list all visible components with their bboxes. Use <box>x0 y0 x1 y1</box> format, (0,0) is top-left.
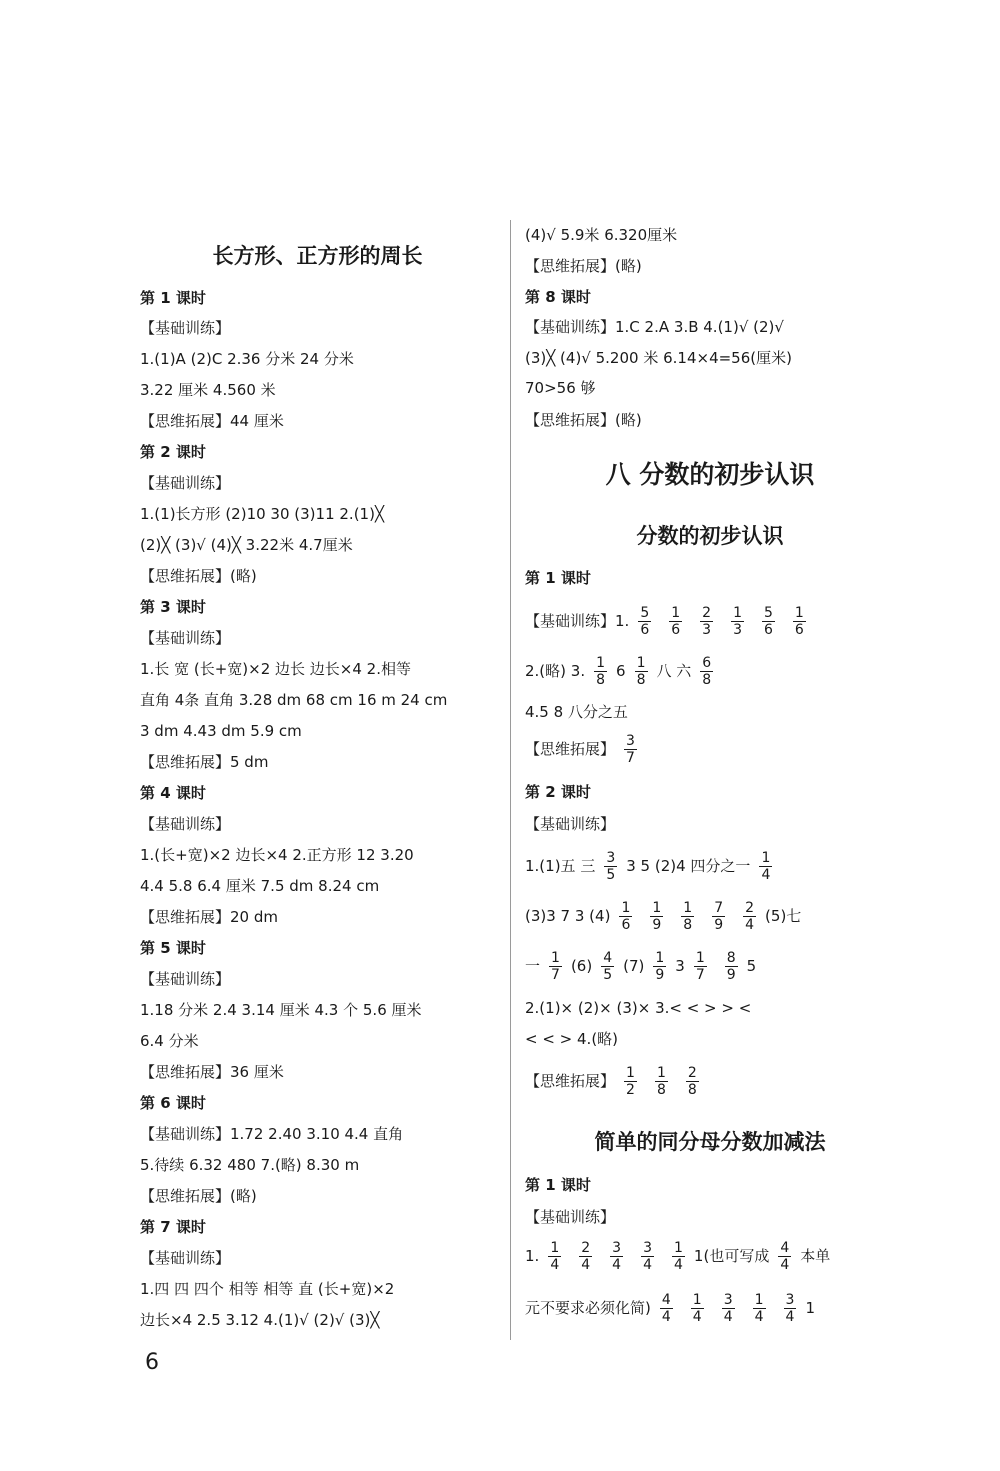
answer-text: 1 <box>805 1299 816 1317</box>
numerator: 1 <box>621 900 631 916</box>
fraction <box>793 605 806 638</box>
page-number: 6 <box>145 1350 159 1375</box>
denominator: 4 <box>550 1257 560 1273</box>
lesson-heading: 第 6 课时 <box>140 1094 206 1112</box>
numerator: 2 <box>687 1065 697 1081</box>
denominator: 7 <box>695 967 705 983</box>
fraction <box>592 950 623 983</box>
fraction <box>700 605 713 638</box>
numerator: 1 <box>695 950 705 966</box>
lesson-heading: 第 2 课时 <box>525 783 591 801</box>
fraction <box>769 1240 800 1273</box>
numerator: 1 <box>754 1292 764 1308</box>
fraction <box>694 950 707 983</box>
denominator: 4 <box>612 1257 622 1273</box>
fraction-group <box>539 1240 694 1273</box>
answer-line: 直角 4条 直角 3.28 dm 68 cm 16 m 24 cm <box>140 691 448 709</box>
denominator: 7 <box>626 750 635 766</box>
denominator: 8 <box>596 672 606 688</box>
denominator: 6 <box>671 622 681 638</box>
fraction <box>716 950 747 983</box>
fraction <box>669 605 682 638</box>
fraction <box>601 950 614 983</box>
lesson-heading: 第 8 课时 <box>525 288 591 306</box>
answer-line: 【基础训练】1.72 2.40 3.10 4.4 直角 <box>140 1125 404 1143</box>
answer-text: (3)3 7 3 (4) <box>525 907 611 925</box>
denominator: 8 <box>656 1082 666 1098</box>
answer-line <box>525 1292 815 1325</box>
answer-text: (6) <box>570 957 593 975</box>
answer-line: 3 dm 4.43 dm 5.9 cm <box>140 722 302 740</box>
fraction <box>691 655 722 688</box>
fraction <box>685 950 716 983</box>
answer-line: 边长×4 2.5 3.12 4.(1)√ (2)√ (3)╳ <box>140 1311 380 1329</box>
fraction <box>750 850 781 883</box>
numerator: 4 <box>603 950 613 966</box>
answer-line: 1.四 四 四个 相等 相等 直 (长+宽)×2 <box>140 1280 395 1298</box>
denominator: 6 <box>794 622 804 638</box>
fraction <box>759 850 772 883</box>
numerator: 1 <box>733 605 742 621</box>
answer-line: 【思维拓展】(略) <box>525 257 642 275</box>
answer-line: 【思维拓展】(略) <box>525 411 642 429</box>
fraction <box>638 605 651 638</box>
answer-line: 【基础训练】 <box>525 815 616 833</box>
lesson-heading: 第 2 课时 <box>140 443 206 461</box>
fraction <box>660 1292 673 1325</box>
numerator: 1 <box>674 1240 683 1256</box>
fraction-group <box>651 1292 806 1325</box>
numerator: 5 <box>640 605 650 621</box>
answer-line: 【思维拓展】36 厘米 <box>140 1063 284 1081</box>
answer-line: 【基础训练】 <box>525 1208 616 1226</box>
unit-title: 八 分数的初步认识 <box>605 460 815 489</box>
fraction <box>700 655 713 688</box>
answer-text: 1(也可写成 <box>693 1247 770 1265</box>
answer-line: 2.(1)× (2)× (3)× 3.< < > > < <box>525 999 752 1017</box>
answer-line: 【思维拓展】20 dm <box>140 908 278 926</box>
fraction <box>712 900 725 933</box>
answer-line: 1.(1)长方形 (2)10 30 (3)11 2.(1)╳ <box>140 505 384 523</box>
answer-line <box>525 850 781 883</box>
answer-line: 【基础训练】1.C 2.A 3.B 4.(1)√ (2)√ <box>525 318 784 336</box>
answer-line <box>525 950 756 983</box>
fraction <box>595 850 626 883</box>
denominator: 2 <box>626 1082 635 1098</box>
answer-line <box>525 900 801 933</box>
denominator: 4 <box>674 1257 683 1273</box>
numerator: 4 <box>780 1240 790 1256</box>
numerator: 1 <box>636 655 646 671</box>
fraction <box>743 900 756 933</box>
denominator: 4 <box>723 1309 733 1325</box>
fraction <box>624 733 637 766</box>
fraction <box>722 1292 735 1325</box>
fraction <box>610 1240 623 1273</box>
numerator: 2 <box>745 900 755 916</box>
fraction <box>579 1240 592 1273</box>
numerator: 3 <box>612 1240 622 1256</box>
lesson-heading: 第 4 课时 <box>140 784 206 802</box>
answer-line: (3)╳ (4)√ 5.200 米 6.14×4=56(厘米) <box>525 349 792 367</box>
denominator: 4 <box>780 1257 790 1273</box>
answer-text: 【基础训练】1. <box>525 612 630 630</box>
answer-text: (7) <box>623 957 645 975</box>
answer-text: 5 <box>746 957 757 975</box>
answer-line: 【思维拓展】5 dm <box>140 753 269 771</box>
numerator: 1 <box>626 1065 635 1081</box>
answer-line: 【基础训练】 <box>140 970 231 988</box>
numerator: 5 <box>764 605 773 621</box>
fraction <box>548 1240 561 1273</box>
answer-line: 6.4 分米 <box>140 1032 199 1050</box>
fraction <box>653 950 666 983</box>
lesson-heading: 第 3 课时 <box>140 598 206 616</box>
answer-line <box>525 655 722 688</box>
fraction <box>585 655 616 688</box>
answer-line: 【基础训练】 <box>140 474 231 492</box>
answer-text: 1.(1)五 三 <box>525 857 596 875</box>
numerator: 3 <box>785 1292 795 1308</box>
fraction <box>540 950 571 983</box>
denominator: 8 <box>636 672 646 688</box>
answer-line: 1.(长+宽)×2 边长×4 2.正方形 12 3.20 <box>140 846 414 864</box>
answer-line: 【思维拓展】44 厘米 <box>140 412 284 430</box>
column-divider <box>510 220 511 1340</box>
fraction-group <box>629 605 815 638</box>
fraction <box>644 950 675 983</box>
answer-line: 【思维拓展】(略) <box>140 567 257 585</box>
answer-text: 【思维拓展】 <box>525 740 616 758</box>
fraction <box>635 655 648 688</box>
answer-text: 一 <box>525 957 541 975</box>
answer-line: 【基础训练】 <box>140 629 231 647</box>
answer-text: 6 <box>616 662 626 680</box>
fraction <box>650 900 663 933</box>
numerator: 4 <box>661 1292 671 1308</box>
numerator: 1 <box>550 1240 560 1256</box>
numerator: 3 <box>626 733 635 749</box>
denominator: 9 <box>726 967 736 983</box>
denominator: 9 <box>714 917 724 933</box>
numerator: 6 <box>702 655 712 671</box>
answer-line: 5.待续 6.32 480 7.(略) 8.30 m <box>140 1156 360 1174</box>
fraction <box>594 655 607 688</box>
numerator: 1 <box>761 850 771 866</box>
numerator: 3 <box>606 850 616 866</box>
denominator: 9 <box>652 917 662 933</box>
answer-text: 元不要求必须化简) <box>525 1299 651 1317</box>
numerator: 8 <box>726 950 736 966</box>
lesson-heading: 第 1 课时 <box>140 289 206 307</box>
denominator: 4 <box>745 917 755 933</box>
fraction <box>691 1292 704 1325</box>
fraction <box>626 655 657 688</box>
denominator: 8 <box>687 1082 697 1098</box>
answer-text: 3 5 (2)4 四分之一 <box>626 857 751 875</box>
answer-text: 2.(略) 3. <box>525 662 586 680</box>
numerator: 2 <box>702 605 712 621</box>
denominator: 4 <box>785 1309 795 1325</box>
answer-line: 70>56 够 <box>525 379 596 397</box>
fraction <box>784 1292 797 1325</box>
fraction-group <box>615 1065 708 1098</box>
denominator: 4 <box>581 1257 591 1273</box>
denominator: 7 <box>551 967 560 983</box>
denominator: 8 <box>702 672 712 688</box>
fraction <box>619 900 632 933</box>
numerator: 3 <box>643 1240 652 1256</box>
answer-text: 1. <box>525 1247 540 1265</box>
fraction <box>641 1240 654 1273</box>
answer-line: 3.22 厘米 4.560 米 <box>140 381 276 399</box>
answer-text: 【思维拓展】 <box>525 1072 616 1090</box>
fraction <box>762 605 775 638</box>
numerator: 1 <box>655 950 665 966</box>
answer-line: (2)╳ (3)√ (4)╳ 3.22米 4.7厘米 <box>140 536 353 554</box>
numerator: 1 <box>683 900 693 916</box>
answer-line <box>525 1240 830 1273</box>
section-title-perimeter: 长方形、正方形的周长 <box>212 244 423 268</box>
answer-text: 八 六 <box>656 662 692 680</box>
denominator: 4 <box>643 1257 652 1273</box>
numerator: 7 <box>714 900 724 916</box>
denominator: 6 <box>621 917 631 933</box>
numerator: 1 <box>551 950 560 966</box>
denominator: 4 <box>754 1309 764 1325</box>
numerator: 1 <box>794 605 804 621</box>
denominator: 4 <box>692 1309 702 1325</box>
numerator: 1 <box>671 605 681 621</box>
numerator: 2 <box>581 1240 591 1256</box>
denominator: 9 <box>655 967 665 983</box>
section-title-addition: 简单的同分母分数加减法 <box>594 1130 826 1154</box>
denominator: 3 <box>702 622 712 638</box>
fraction-group <box>610 900 765 933</box>
answer-text: 3 <box>675 957 685 975</box>
fraction <box>731 605 744 638</box>
answer-line: 4.5 8 八分之五 <box>525 703 628 721</box>
answer-line: 【基础训练】 <box>140 319 231 337</box>
answer-line: 4.4 5.8 6.4 厘米 7.5 dm 8.24 cm <box>140 877 380 895</box>
answer-text: (5)七 <box>765 907 802 925</box>
answer-line <box>525 1065 708 1098</box>
denominator: 5 <box>606 867 616 883</box>
answer-line: 【基础训练】 <box>140 815 231 833</box>
answer-line: 1.18 分米 2.4 3.14 厘米 4.3 个 5.6 厘米 <box>140 1001 422 1019</box>
answer-line: 1.长 宽 (长+宽)×2 边长 边长×4 2.相等 <box>140 660 411 678</box>
answer-line: < < > 4.(略) <box>525 1030 619 1048</box>
fraction <box>681 900 694 933</box>
answer-line <box>525 605 815 638</box>
fraction <box>604 850 617 883</box>
fraction <box>778 1240 791 1273</box>
numerator: 1 <box>652 900 662 916</box>
numerator: 1 <box>596 655 606 671</box>
fraction <box>753 1292 766 1325</box>
section-title-fractions: 分数的初步认识 <box>636 524 784 548</box>
answer-line: (4)√ 5.9米 6.320厘米 <box>525 226 678 244</box>
denominator: 4 <box>761 867 771 883</box>
numerator: 3 <box>723 1292 733 1308</box>
fraction <box>549 950 562 983</box>
lesson-heading: 第 1 课时 <box>525 1176 591 1194</box>
fraction <box>655 1065 668 1098</box>
answer-line: 【基础训练】 <box>140 1249 231 1267</box>
fraction <box>615 733 646 766</box>
fraction <box>725 950 738 983</box>
lesson-heading: 第 7 课时 <box>140 1218 206 1236</box>
fraction <box>672 1240 685 1273</box>
answer-line: 1.(1)A (2)C 2.36 分米 24 分米 <box>140 350 354 368</box>
denominator: 6 <box>764 622 773 638</box>
answer-line <box>525 733 646 766</box>
answer-text: 本单 <box>800 1247 831 1265</box>
numerator: 1 <box>692 1292 702 1308</box>
denominator: 4 <box>661 1309 671 1325</box>
lesson-heading: 第 5 课时 <box>140 939 206 957</box>
fraction <box>624 1065 637 1098</box>
fraction <box>686 1065 699 1098</box>
numerator: 1 <box>656 1065 666 1081</box>
denominator: 5 <box>603 967 613 983</box>
denominator: 6 <box>640 622 650 638</box>
denominator: 3 <box>733 622 742 638</box>
denominator: 8 <box>683 917 693 933</box>
lesson-heading: 第 1 课时 <box>525 569 591 587</box>
answer-line: 【思维拓展】(略) <box>140 1187 257 1205</box>
